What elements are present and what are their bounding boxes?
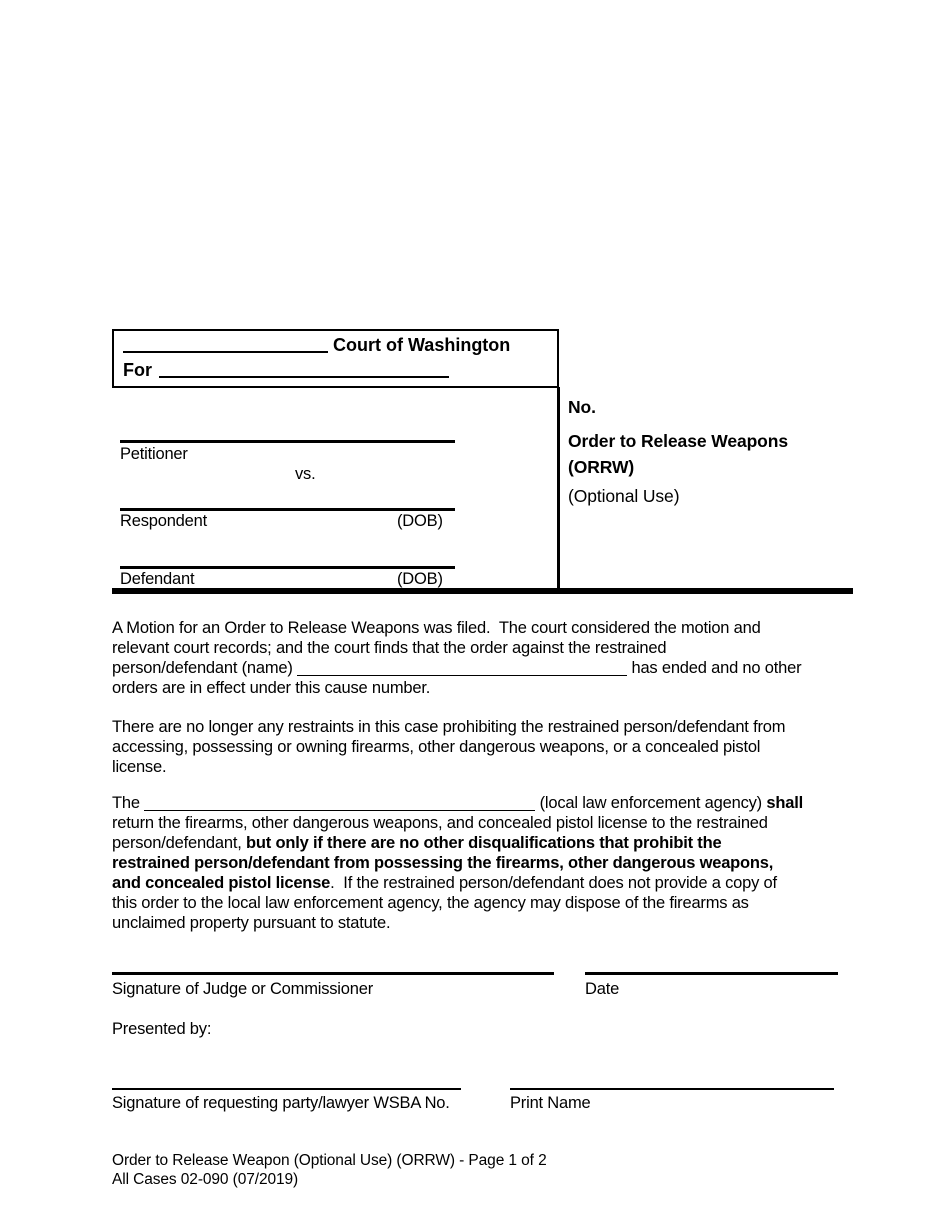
- print-name-line[interactable]: [510, 1088, 834, 1090]
- paragraph-line: [112, 873, 803, 893]
- court-name-row: [123, 333, 557, 358]
- text-segment: . If the restrained person/defendant does not provide a copy of: [330, 874, 777, 892]
- case-number-label: No.: [568, 397, 596, 417]
- text-segment: has ended and no other: [627, 659, 802, 677]
- court-header-box: [112, 329, 559, 388]
- petitioner-label: Petitioner: [120, 445, 188, 463]
- print-name-label: Print Name: [510, 1094, 591, 1112]
- paragraph-motion-findings: [112, 618, 801, 698]
- paragraph-line: [112, 853, 803, 873]
- versus-label: vs.: [295, 465, 316, 483]
- paragraph-line: [112, 678, 801, 698]
- form-footer: [112, 1151, 547, 1189]
- text-segment: The: [112, 794, 145, 812]
- text-segment: orders are in effect under this cause number.: [112, 679, 431, 697]
- date-label: Date: [585, 980, 620, 998]
- paragraph-no-restraints: [112, 717, 785, 777]
- paragraph-line: [112, 793, 803, 813]
- paragraph-line: [112, 757, 785, 777]
- respondent-dob-label: (DOB): [397, 512, 443, 530]
- fill-in-blank[interactable]: [144, 797, 535, 811]
- text-segment-bold: restrained person/defendant from possessing the firearms, other dangerous weapons,: [112, 854, 774, 872]
- text-segment: accessing, possessing or owning firearms, other dangerous weapons, or a concealed pistol: [112, 738, 761, 756]
- court-name-blank[interactable]: [123, 336, 328, 353]
- respondent-name-line[interactable]: [120, 508, 455, 511]
- text-segment-bold: shall: [766, 794, 803, 812]
- paragraph-line: [112, 913, 803, 933]
- paragraph-return-order: [112, 793, 803, 933]
- caption-vertical-divider: [557, 387, 560, 590]
- text-segment-bold: but only if there are no other disqualifications that prohibit the: [246, 834, 722, 852]
- date-line[interactable]: [585, 972, 838, 975]
- paragraph-line: [112, 618, 801, 638]
- for-label: For: [123, 360, 152, 380]
- text-segment: person/defendant,: [112, 834, 247, 852]
- paragraph-line: [112, 893, 803, 913]
- judge-signature-line[interactable]: [112, 972, 554, 975]
- county-row: [123, 358, 557, 383]
- paragraph-line: [112, 813, 803, 833]
- footer-form-name: Order to Release Weapon (Optional Use) (ORRW) - Page 1 of 2: [112, 1152, 547, 1169]
- text-segment: (local law enforcement agency): [535, 794, 767, 812]
- court-of-washington-label: Court of Washington: [328, 335, 511, 355]
- paragraph-line: [112, 638, 801, 658]
- form-subtitle: (Optional Use): [568, 486, 680, 506]
- paragraph-line: [112, 833, 803, 853]
- paragraph-line: [112, 737, 785, 757]
- presented-by-label: Presented by:: [112, 1020, 212, 1038]
- requesting-party-label: Signature of requesting party/lawyer WSBA No.: [112, 1094, 450, 1112]
- case-info-column: [568, 397, 830, 509]
- requesting-party-signature-line[interactable]: [112, 1088, 461, 1090]
- judge-signature-label: Signature of Judge or Commissioner: [112, 980, 373, 998]
- text-segment: return the firearms, other dangerous weapons, and concealed pistol license to the restrained: [112, 814, 768, 832]
- county-name-blank[interactable]: [159, 361, 449, 378]
- text-segment: A Motion for an Order to Release Weapons was filed. The court considered the motion and: [112, 619, 761, 637]
- respondent-label: Respondent: [120, 512, 207, 530]
- text-segment: There are no longer any restraints in this case prohibiting the restrained person/defendant from: [112, 718, 786, 736]
- defendant-label: Defendant: [120, 570, 195, 588]
- text-segment: unclaimed property pursuant to statute.: [112, 914, 391, 932]
- text-segment: person/defendant (name): [112, 659, 298, 677]
- caption-bottom-rule: [112, 588, 853, 594]
- footer-form-number: All Cases 02-090 (07/2019): [112, 1171, 299, 1188]
- petitioner-name-line[interactable]: [120, 440, 455, 443]
- text-segment: this order to the local law enforcement agency, the agency may dispose of the firearms as: [112, 894, 749, 912]
- paragraph-line: [112, 717, 785, 737]
- text-segment: relevant court records; and the court finds that the order against the restrained: [112, 639, 667, 657]
- defendant-dob-label: (DOB): [397, 570, 443, 588]
- fill-in-blank[interactable]: [297, 662, 627, 676]
- text-segment: license.: [112, 758, 167, 776]
- defendant-name-line[interactable]: [120, 566, 455, 569]
- text-segment-bold: and concealed pistol license: [112, 874, 331, 892]
- paragraph-line: [112, 658, 801, 678]
- form-title: Order to Release Weapons (ORRW): [568, 431, 788, 477]
